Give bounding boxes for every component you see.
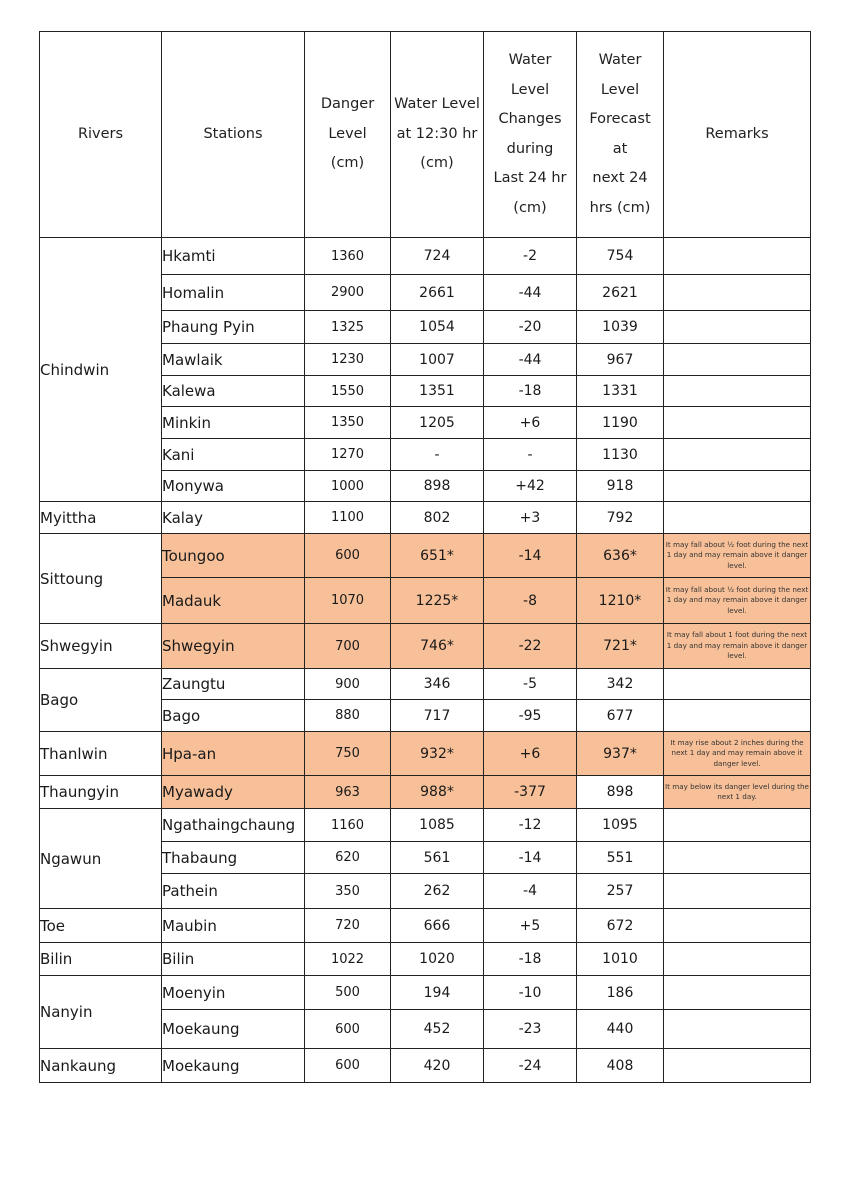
change-cell: -10 — [484, 976, 577, 1010]
change-cell: -22 — [484, 624, 577, 669]
water-level-cell: 1085 — [391, 809, 484, 842]
remarks-cell — [664, 700, 811, 732]
water-level-cell: - — [391, 439, 484, 471]
station-cell: Kalewa — [162, 376, 305, 407]
danger-level-cell: 900 — [305, 669, 391, 700]
remarks-cell — [664, 471, 811, 502]
station-cell: Phaung Pyin — [162, 311, 305, 344]
forecast-cell: 1039 — [577, 311, 664, 344]
river-cell: Toe — [40, 909, 162, 943]
water-level-cell: 452 — [391, 1010, 484, 1049]
water-level-cell: 724 — [391, 238, 484, 275]
remarks-cell: It may fall about ½ foot during the next 1 day and may remain above it danger level. — [664, 578, 811, 624]
station-cell: Hpa-an — [162, 732, 305, 776]
station-cell: Monywa — [162, 471, 305, 502]
header-water-level: Water Level at 12:30 hr (cm) — [391, 32, 484, 238]
change-cell: -8 — [484, 578, 577, 624]
remarks-cell — [664, 502, 811, 534]
change-cell: -5 — [484, 669, 577, 700]
station-cell: Pathein — [162, 874, 305, 909]
change-cell: -18 — [484, 943, 577, 976]
danger-level-cell: 720 — [305, 909, 391, 943]
remarks-cell — [664, 874, 811, 909]
station-cell: Kalay — [162, 502, 305, 534]
remarks-cell — [664, 842, 811, 874]
remarks-cell — [664, 1010, 811, 1049]
river-water-level-table — [39, 31, 811, 1083]
water-level-cell: 1054 — [391, 311, 484, 344]
change-cell: - — [484, 439, 577, 471]
forecast-cell: 2621 — [577, 275, 664, 311]
forecast-cell: 440 — [577, 1010, 664, 1049]
change-cell: -4 — [484, 874, 577, 909]
remarks-cell: It may rise about 2 inches during the next 1 day and may remain above it danger level. — [664, 732, 811, 776]
water-level-cell: 420 — [391, 1049, 484, 1083]
remarks-cell — [664, 809, 811, 842]
change-cell: -12 — [484, 809, 577, 842]
station-cell: Moenyin — [162, 976, 305, 1010]
forecast-cell: 721* — [577, 624, 664, 669]
forecast-cell: 1010 — [577, 943, 664, 976]
table-row — [40, 534, 811, 578]
table-row — [40, 502, 811, 534]
danger-level-cell: 1270 — [305, 439, 391, 471]
remarks-cell: It may fall about ½ foot during the next 1 day and may remain above it danger level. — [664, 534, 811, 578]
station-cell: Zaungtu — [162, 669, 305, 700]
forecast-cell: 937* — [577, 732, 664, 776]
change-cell: -14 — [484, 842, 577, 874]
header-forecast: Water Level Forecast at next 24 hrs (cm) — [577, 32, 664, 238]
table-row — [40, 669, 811, 700]
river-cell: Bago — [40, 669, 162, 732]
remarks-cell — [664, 669, 811, 700]
danger-level-cell: 700 — [305, 624, 391, 669]
header-level-changes: Water Level Changes during Last 24 hr (cm) — [484, 32, 577, 238]
header-remarks: Remarks — [664, 32, 811, 238]
station-cell: Toungoo — [162, 534, 305, 578]
river-cell: Ngawun — [40, 809, 162, 909]
remarks-cell — [664, 376, 811, 407]
danger-level-cell: 1325 — [305, 311, 391, 344]
river-cell: Thaungyin — [40, 776, 162, 809]
remarks-cell — [664, 1049, 811, 1083]
water-level-cell: 651* — [391, 534, 484, 578]
danger-level-cell: 2900 — [305, 275, 391, 311]
forecast-cell: 792 — [577, 502, 664, 534]
remarks-cell — [664, 976, 811, 1010]
change-cell: -44 — [484, 275, 577, 311]
station-cell: Shwegyin — [162, 624, 305, 669]
danger-level-cell: 880 — [305, 700, 391, 732]
forecast-cell: 677 — [577, 700, 664, 732]
forecast-cell: 1190 — [577, 407, 664, 439]
station-cell: Mawlaik — [162, 344, 305, 376]
station-cell: Bago — [162, 700, 305, 732]
change-cell: +3 — [484, 502, 577, 534]
danger-level-cell: 1160 — [305, 809, 391, 842]
danger-level-cell: 750 — [305, 732, 391, 776]
table-row — [40, 909, 811, 943]
water-level-cell: 898 — [391, 471, 484, 502]
water-level-cell: 1020 — [391, 943, 484, 976]
remarks-cell — [664, 311, 811, 344]
remarks-cell: It may below its danger level during the next 1 day. — [664, 776, 811, 809]
change-cell: -44 — [484, 344, 577, 376]
remarks-cell — [664, 275, 811, 311]
station-cell: Moekaung — [162, 1049, 305, 1083]
remarks-cell — [664, 407, 811, 439]
table-row — [40, 1049, 811, 1083]
forecast-cell: 1331 — [577, 376, 664, 407]
forecast-cell: 1095 — [577, 809, 664, 842]
water-level-cell: 746* — [391, 624, 484, 669]
forecast-cell: 342 — [577, 669, 664, 700]
water-level-cell: 2661 — [391, 275, 484, 311]
river-cell: Nankaung — [40, 1049, 162, 1083]
forecast-cell: 408 — [577, 1049, 664, 1083]
station-cell: Thabaung — [162, 842, 305, 874]
water-level-cell: 666 — [391, 909, 484, 943]
river-cell: Sittoung — [40, 534, 162, 624]
forecast-cell: 1130 — [577, 439, 664, 471]
danger-level-cell: 1100 — [305, 502, 391, 534]
danger-level-cell: 500 — [305, 976, 391, 1010]
forecast-cell: 898 — [577, 776, 664, 809]
remarks-cell: It may fall about 1 foot during the next 1 day and may remain above it danger level. — [664, 624, 811, 669]
forecast-cell: 551 — [577, 842, 664, 874]
change-cell: -14 — [484, 534, 577, 578]
danger-level-cell: 600 — [305, 534, 391, 578]
remarks-cell — [664, 943, 811, 976]
river-cell: Bilin — [40, 943, 162, 976]
remarks-cell — [664, 909, 811, 943]
forecast-cell: 672 — [577, 909, 664, 943]
danger-level-cell: 600 — [305, 1010, 391, 1049]
table-row — [40, 238, 811, 275]
station-cell: Kani — [162, 439, 305, 471]
forecast-cell: 186 — [577, 976, 664, 1010]
header-danger-level: Danger Level (cm) — [305, 32, 391, 238]
forecast-cell: 967 — [577, 344, 664, 376]
water-level-cell: 988* — [391, 776, 484, 809]
water-level-cell: 802 — [391, 502, 484, 534]
water-level-cell: 1205 — [391, 407, 484, 439]
table-row — [40, 976, 811, 1010]
water-level-cell: 717 — [391, 700, 484, 732]
danger-level-cell: 1070 — [305, 578, 391, 624]
forecast-cell: 918 — [577, 471, 664, 502]
danger-level-cell: 1022 — [305, 943, 391, 976]
water-level-cell: 932* — [391, 732, 484, 776]
danger-level-cell: 1360 — [305, 238, 391, 275]
danger-level-cell: 620 — [305, 842, 391, 874]
forecast-cell: 257 — [577, 874, 664, 909]
station-cell: Moekaung — [162, 1010, 305, 1049]
remarks-cell — [664, 344, 811, 376]
river-cell: Thanlwin — [40, 732, 162, 776]
change-cell: +5 — [484, 909, 577, 943]
table-row — [40, 776, 811, 809]
remarks-cell — [664, 439, 811, 471]
water-level-cell: 262 — [391, 874, 484, 909]
change-cell: -24 — [484, 1049, 577, 1083]
water-level-cell: 194 — [391, 976, 484, 1010]
change-cell: +6 — [484, 732, 577, 776]
danger-level-cell: 963 — [305, 776, 391, 809]
change-cell: +6 — [484, 407, 577, 439]
danger-level-cell: 1230 — [305, 344, 391, 376]
station-cell: Maubin — [162, 909, 305, 943]
water-level-cell: 1351 — [391, 376, 484, 407]
change-cell: -2 — [484, 238, 577, 275]
header-row — [40, 32, 811, 238]
station-cell: Hkamti — [162, 238, 305, 275]
danger-level-cell: 1000 — [305, 471, 391, 502]
table-row — [40, 943, 811, 976]
change-cell: +42 — [484, 471, 577, 502]
change-cell: -377 — [484, 776, 577, 809]
table-row — [40, 809, 811, 842]
header-rivers: Rivers — [40, 32, 162, 238]
station-cell: Minkin — [162, 407, 305, 439]
water-level-cell: 561 — [391, 842, 484, 874]
water-level-cell: 1225* — [391, 578, 484, 624]
table-row — [40, 732, 811, 776]
station-cell: Myawady — [162, 776, 305, 809]
change-cell: -18 — [484, 376, 577, 407]
remarks-cell — [664, 238, 811, 275]
danger-level-cell: 600 — [305, 1049, 391, 1083]
change-cell: -23 — [484, 1010, 577, 1049]
station-cell: Bilin — [162, 943, 305, 976]
station-cell: Madauk — [162, 578, 305, 624]
change-cell: -20 — [484, 311, 577, 344]
danger-level-cell: 1550 — [305, 376, 391, 407]
danger-level-cell: 350 — [305, 874, 391, 909]
danger-level-cell: 1350 — [305, 407, 391, 439]
header-stations: Stations — [162, 32, 305, 238]
water-level-cell: 346 — [391, 669, 484, 700]
forecast-cell: 636* — [577, 534, 664, 578]
table-row — [40, 624, 811, 669]
river-cell: Chindwin — [40, 238, 162, 502]
water-level-cell: 1007 — [391, 344, 484, 376]
forecast-cell: 1210* — [577, 578, 664, 624]
river-cell: Shwegyin — [40, 624, 162, 669]
forecast-cell: 754 — [577, 238, 664, 275]
change-cell: -95 — [484, 700, 577, 732]
river-cell: Myittha — [40, 502, 162, 534]
station-cell: Homalin — [162, 275, 305, 311]
station-cell: Ngathaingchaung — [162, 809, 305, 842]
river-cell: Nanyin — [40, 976, 162, 1049]
